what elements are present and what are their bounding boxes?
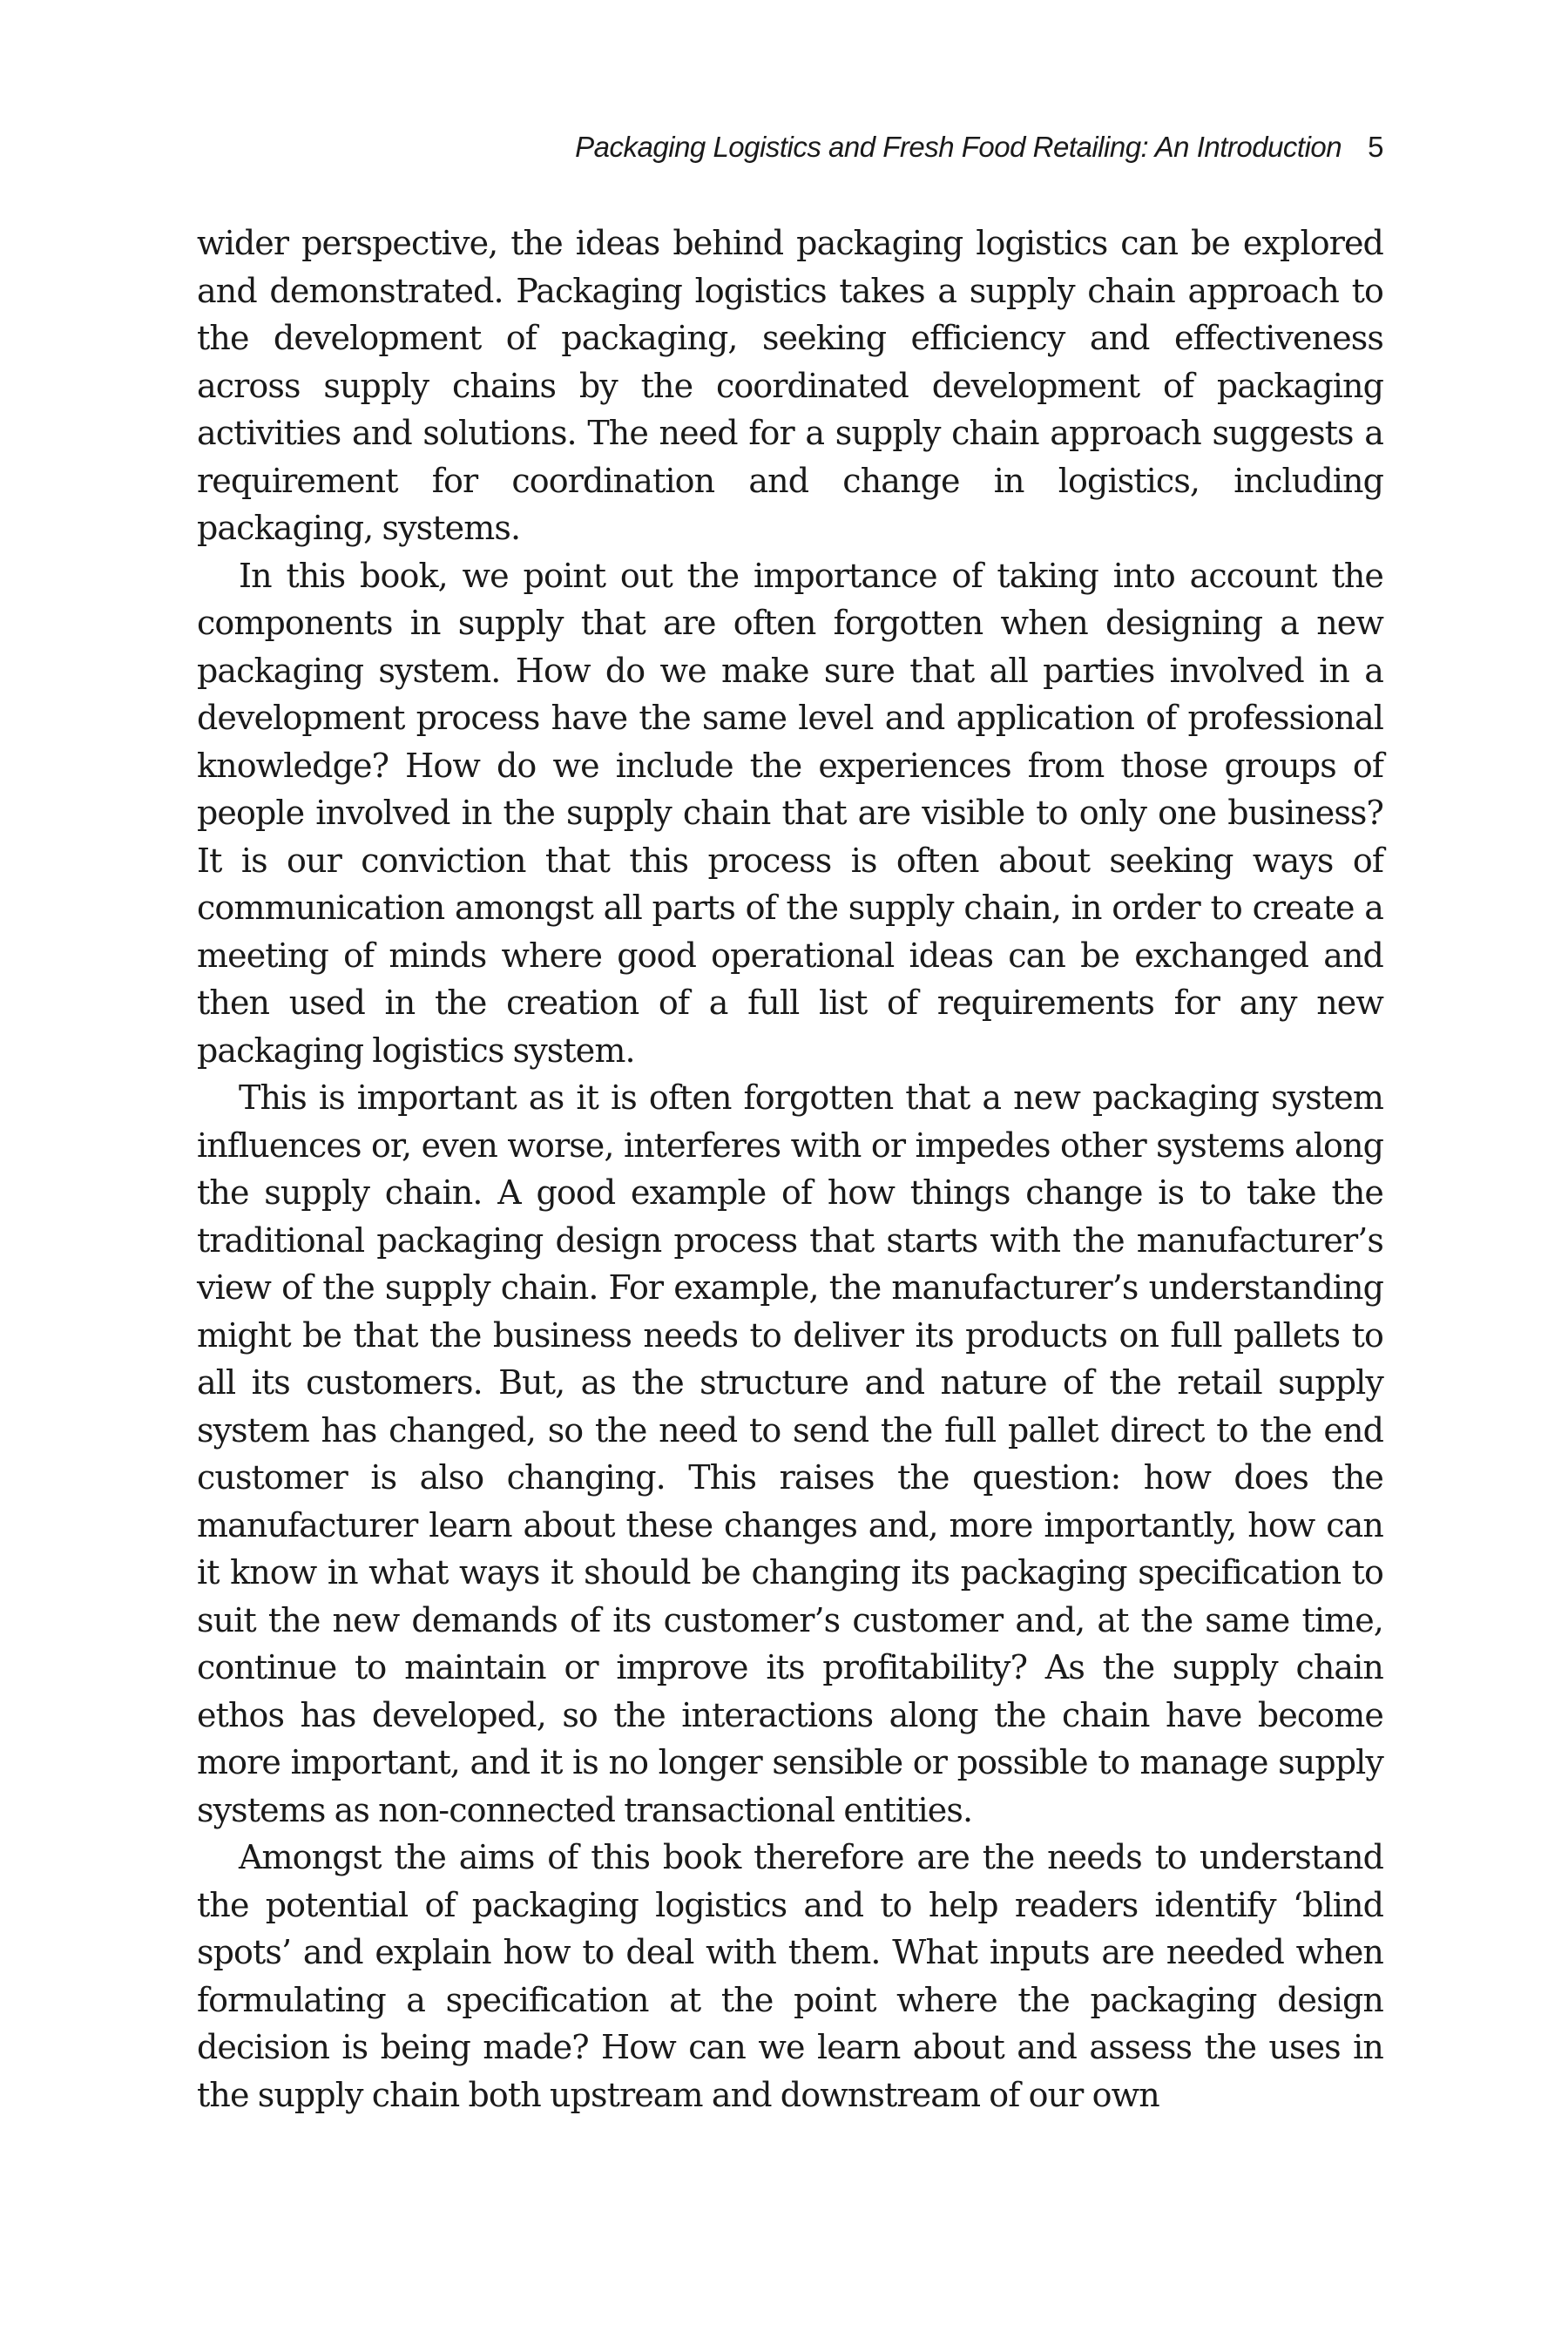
body-text: [197, 220, 1383, 2119]
paragraph: Amongst the aims of this book therefore are the needs to understand the potential of packaging logistics and to help readers identify ‘blind spots’ and explain how to deal with them. What inputs are needed when formulating a specification at the point where the packaging design decision is being made? How can we learn about and assess the uses in the supply chain both upstream and downstream of our own: [197, 1838, 1383, 2114]
running-head: [197, 131, 1383, 164]
page-number: 5: [1368, 131, 1383, 163]
paragraph: This is important as it is often forgotten that a new packaging system influences or, even worse, interferes with or impedes other systems along the supply chain. A good example of how things change is to take the traditional packaging design process that starts with the manufacturer’s view of the supply chain. For example, the manufacturer’s understanding might be that the business needs to deliver its products on full pallets to all its customers. But, as the structure and nature of the retail supply system has changed, so the need to send the full pallet direct to the end customer is also changing. This raises the question: how does the manufacturer learn about these changes and, more importantly, how can it know in what ways it should be changing its packaging specification to suit the new demands of its customer’s customer and, at the same time, continue to maintain or improve its profitability? As the supply chain ethos has developed, so the interactions along the chain have become more important, and it is no longer sensible or possible to manage supply systems as non-connected transactional entities.: [197, 1078, 1383, 1829]
paragraph-continuation: wider perspective, the ideas behind packaging logistics can be explored and demonstrated. Packaging logistics takes a supply chain approach to the development of packaging, seeking efficiency and effectiveness across supply chains by the coordinated development of packaging activities and solutions. The need for a supply chain approach suggests a requirement for coordination and change in logistics, including packaging, systems.: [197, 224, 1383, 547]
paragraph: In this book, we point out the importance of taking into account the components in supply that are often forgotten when designing a new packaging system. How do we make sure that all parties involved in a development process have the same level and application of professional knowledge? How do we include the experiences from those groups of people involved in the supply chain that are visible to only one business? It is our conviction that this process is often about seeking ways of communication amongst all parts of the supply chain, in order to create a meeting of minds where good operational ideas can be exchanged and then used in the creation of a full list of requirements for any new packaging logistics system.: [197, 556, 1383, 1070]
running-head-title: Packaging Logistics and Fresh Food Retailing: An Introduction: [575, 131, 1342, 163]
